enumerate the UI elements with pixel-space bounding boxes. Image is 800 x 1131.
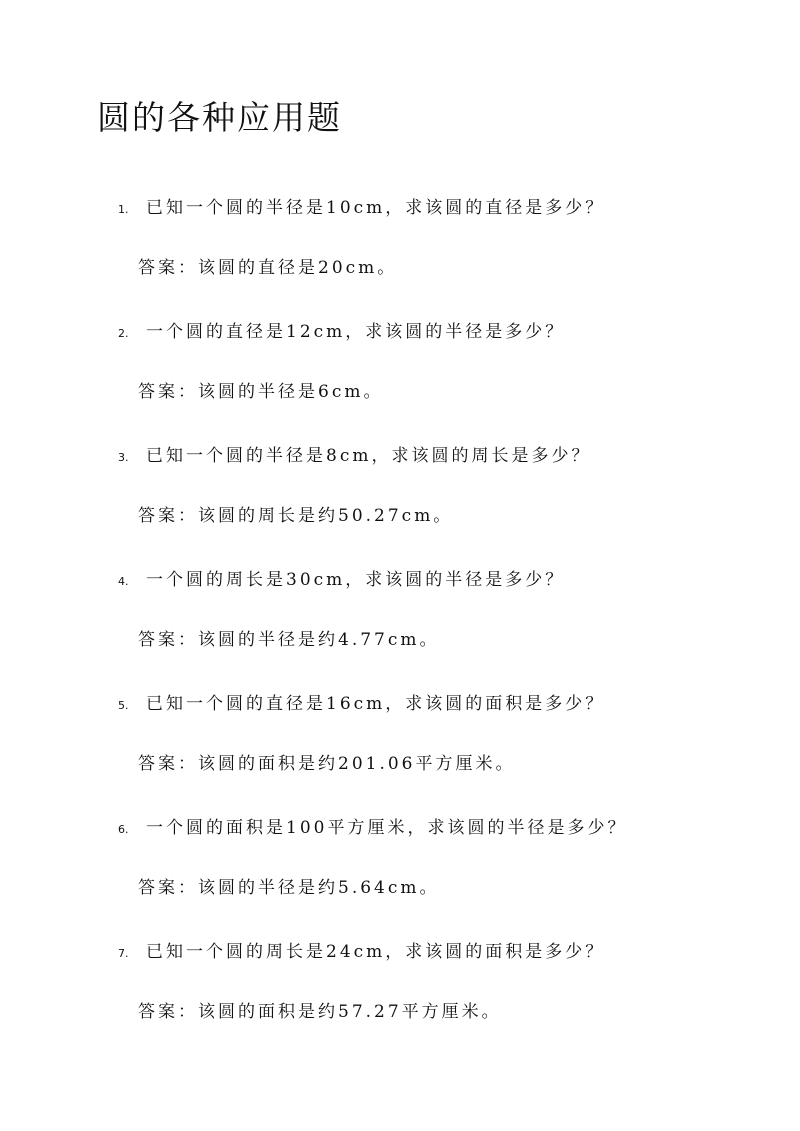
answer-text: 答案：该圆的直径是20cm。 — [138, 258, 398, 278]
question — [118, 317, 565, 347]
question-text: 一个圆的面积是100平方厘米，求该圆的半径是多少？ — [146, 818, 628, 838]
answer-text: 答案：该圆的半径是6cm。 — [138, 382, 384, 402]
document-title: 圆的各种应用题 — [97, 98, 342, 137]
question-number: 5. — [118, 699, 129, 712]
question — [118, 689, 605, 719]
question — [118, 441, 591, 471]
answer-text: 答案：该圆的面积是约57.27平方厘米。 — [138, 1002, 502, 1022]
question-text: 已知一个圆的周长是24cm，求该圆的面积是多少？ — [146, 942, 606, 962]
question-text: 已知一个圆的半径是10cm，求该圆的直径是多少？ — [146, 198, 606, 218]
question — [118, 565, 565, 595]
answer-text: 答案：该圆的半径是约5.64cm。 — [138, 878, 440, 898]
question — [118, 937, 605, 967]
question-text: 已知一个圆的直径是16cm，求该圆的面积是多少？ — [146, 694, 606, 714]
question-number: 1. — [118, 203, 129, 216]
answer-text: 答案：该圆的周长是约50.27cm。 — [138, 506, 454, 526]
question-number: 3. — [118, 451, 129, 464]
question-number: 4. — [118, 575, 129, 588]
question-text: 已知一个圆的半径是8cm，求该圆的周长是多少？ — [146, 446, 592, 466]
answer-text: 答案：该圆的面积是约201.06平方厘米。 — [138, 754, 516, 774]
answer-text: 答案：该圆的半径是约4.77cm。 — [138, 630, 440, 650]
question-number: 2. — [118, 327, 129, 340]
question-number: 7. — [118, 947, 129, 960]
question — [118, 193, 605, 223]
question-number: 6. — [118, 823, 129, 836]
question-text: 一个圆的周长是30cm，求该圆的半径是多少？ — [146, 570, 566, 590]
question-text: 一个圆的直径是12cm，求该圆的半径是多少？ — [146, 322, 566, 342]
question — [118, 813, 627, 843]
